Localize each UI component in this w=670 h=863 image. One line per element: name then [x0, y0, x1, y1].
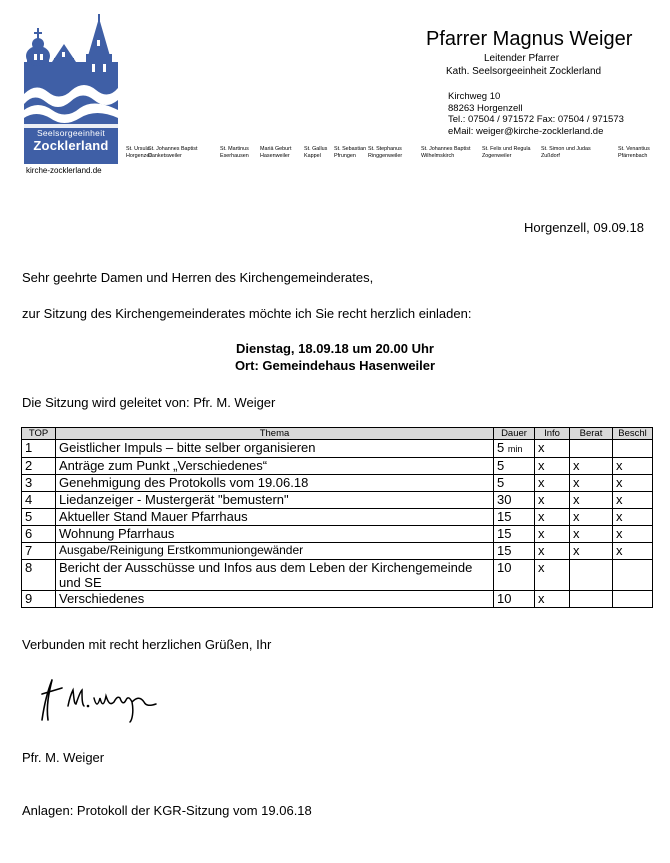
agenda-row — [22, 591, 653, 608]
agenda-duration-value: 10 — [497, 560, 512, 575]
agenda-duration — [494, 543, 535, 560]
parish-village: Danketsweiler — [148, 153, 182, 159]
parish-village: Kappel — [304, 153, 321, 159]
signer-name: Pfr. M. Weiger — [22, 750, 105, 765]
agenda-berat-mark: x — [570, 509, 613, 526]
meeting-place: Ort: Gemeindehaus Hasenweiler — [234, 358, 436, 373]
agenda-beschl-mark: x — [613, 475, 653, 492]
agenda-row — [22, 492, 653, 509]
logo-url: kirche-zocklerland.de — [26, 166, 102, 175]
parish-village: Wilhelmskirch — [421, 153, 455, 159]
address-city: 88263 Horgenzell — [448, 103, 523, 114]
agenda-berat-mark: x — [570, 475, 613, 492]
parish-church: St. Johannes Baptist — [148, 146, 198, 152]
pastor-role: Leitender Pfarrer — [484, 53, 560, 64]
pastor-name: Pfarrer Magnus Weiger — [426, 28, 633, 50]
agenda-row — [22, 526, 653, 543]
agenda-beschl-mark: x — [613, 526, 653, 543]
agenda-beschl-mark: x — [613, 492, 653, 509]
agenda-top-number: 5 — [22, 509, 56, 526]
agenda-duration-value: 15 — [497, 543, 512, 558]
address-street: Kirchweg 10 — [448, 91, 501, 102]
pastor-unit: Kath. Seelsorgeeinheit Zocklerland — [446, 66, 602, 77]
agenda-info-mark: x — [535, 440, 570, 458]
parish-item — [618, 146, 650, 160]
parish-village: Ringgenweiler — [368, 153, 403, 159]
address-phone: Tel.: 07504 / 971572 Fax: 07504 / 971573 — [448, 114, 624, 125]
parish-village: Zogenweiler — [482, 153, 512, 159]
parish-church: St. Stephanus — [368, 146, 402, 152]
salutation: Sehr geehrte Damen und Herren des Kirchengemeinderates, — [22, 270, 374, 285]
parish-church: St. Martinus — [220, 146, 249, 152]
parish-item — [220, 146, 249, 160]
header-top: TOP — [22, 428, 56, 440]
parish-item — [260, 146, 291, 160]
agenda-berat-mark — [570, 591, 613, 608]
parish-item — [334, 146, 366, 160]
agenda-topic: Aktueller Stand Mauer Pfarrhaus — [56, 509, 494, 526]
agenda-topic: Geistlicher Impuls – bitte selber organisieren — [56, 440, 494, 458]
agenda-row — [22, 543, 653, 560]
header-beschl: Beschl — [613, 428, 653, 440]
agenda-berat-mark: x — [570, 492, 613, 509]
handwritten-signature — [36, 676, 166, 724]
parish-list — [126, 146, 656, 168]
parish-church: St. Felix und Regula — [482, 146, 531, 152]
agenda-row — [22, 458, 653, 475]
parish-village: Hasenweiler — [260, 153, 290, 159]
agenda-duration — [494, 492, 535, 509]
agenda-header-row — [22, 428, 653, 440]
agenda-duration — [494, 509, 535, 526]
agenda-info-mark: x — [535, 591, 570, 608]
agenda-duration-value: 15 — [497, 509, 512, 524]
agenda-topic: Ausgabe/Reinigung Erstkommuniongewänder — [56, 543, 494, 560]
agenda-beschl-mark — [613, 440, 653, 458]
agenda-row — [22, 560, 653, 591]
agenda-top-number: 6 — [22, 526, 56, 543]
parish-item — [304, 146, 327, 160]
agenda-topic: Wohnung Pfarrhaus — [56, 526, 494, 543]
logo-text-line2: Zocklerland — [33, 138, 109, 153]
closing-text: Verbunden mit recht herzlichen Grüßen, Ihr — [22, 637, 272, 652]
letter-date: Horgenzell, 09.09.18 — [524, 220, 644, 235]
agenda-duration-unit: min — [507, 444, 523, 454]
agenda-beschl-mark — [613, 560, 653, 591]
agenda-duration-value: 30 — [497, 492, 512, 507]
parish-village: Pfärrenbach — [618, 153, 648, 159]
parish-village: Zußdorf — [541, 153, 560, 159]
invitation-text: zur Sitzung des Kirchengemeinderates möchte ich Sie recht herzlich einladen: — [22, 306, 472, 321]
agenda-duration — [494, 591, 535, 608]
address-email: eMail: weiger@kirche-zocklerland.de — [448, 126, 604, 137]
agenda-duration — [494, 458, 535, 475]
agenda-duration — [494, 440, 535, 458]
agenda-row — [22, 509, 653, 526]
agenda-info-mark: x — [535, 560, 570, 591]
meeting-chair: Die Sitzung wird geleitet von: Pfr. M. Weiger — [22, 395, 276, 410]
agenda-duration-value: 5 — [497, 458, 505, 473]
agenda-duration-value: 5 — [497, 475, 505, 490]
agenda-beschl-mark: x — [613, 458, 653, 475]
logo-text-line1: Seelsorgeeinheit — [36, 128, 106, 138]
agenda-info-mark: x — [535, 526, 570, 543]
agenda-duration-value: 5 — [497, 440, 505, 455]
parish-item — [421, 146, 470, 160]
agenda-top-number: 1 — [22, 440, 56, 458]
header-thema: Thema — [56, 428, 494, 440]
parish-item — [541, 146, 591, 160]
header-info: Info — [535, 428, 570, 440]
agenda-beschl-mark — [613, 591, 653, 608]
parish-village: Horgenzell — [126, 153, 152, 159]
attachments: Anlagen: Protokoll der KGR-Sitzung vom 19.06.18 — [22, 803, 312, 818]
agenda-row — [22, 475, 653, 492]
parish-item — [368, 146, 402, 160]
agenda-berat-mark — [570, 560, 613, 591]
parish-church: St. Gallus — [304, 146, 328, 152]
agenda-duration-value: 15 — [497, 526, 512, 541]
agenda-duration — [494, 475, 535, 492]
meeting-datetime: Dienstag, 18.09.18 um 20.00 Uhr — [236, 341, 434, 356]
agenda-top-number: 7 — [22, 543, 56, 560]
agenda-beschl-mark: x — [613, 543, 653, 560]
agenda-info-mark: x — [535, 458, 570, 475]
agenda-berat-mark: x — [570, 543, 613, 560]
parish-church: St. Sebastian — [334, 146, 367, 152]
agenda-row — [22, 440, 653, 458]
agenda-info-mark: x — [535, 509, 570, 526]
agenda-info-mark: x — [535, 543, 570, 560]
agenda-top-number: 8 — [22, 560, 56, 591]
agenda-topic: Genehmigung des Protokolls vom 19.06.18 — [56, 475, 494, 492]
parish-church: St. Ursula — [126, 146, 150, 152]
parish-village: Pfrungen — [334, 153, 356, 159]
agenda-topic: Bericht der Ausschüsse und Infos aus dem Leben der Kirchengemeinde und SE — [56, 560, 494, 591]
agenda-duration-value: 10 — [497, 591, 512, 606]
agenda-top-number: 9 — [22, 591, 56, 608]
agenda-berat-mark: x — [570, 458, 613, 475]
agenda-topic: Liedanzeiger - Mustergerät "bemustern" — [56, 492, 494, 509]
agenda-duration — [494, 560, 535, 591]
parish-item — [482, 146, 531, 160]
agenda-duration — [494, 526, 535, 543]
agenda-beschl-mark: x — [613, 509, 653, 526]
agenda-berat-mark — [570, 440, 613, 458]
parish-church: St. Venantius — [618, 146, 650, 152]
parish-item — [148, 146, 197, 160]
parish-village: Eserhausen — [220, 153, 249, 159]
agenda-table — [21, 427, 653, 608]
parish-church: St. Johannes Baptist — [421, 146, 471, 152]
agenda-top-number: 4 — [22, 492, 56, 509]
parish-church: Mariä Geburt — [260, 146, 292, 152]
header-dauer: Dauer — [494, 428, 535, 440]
agenda-berat-mark: x — [570, 526, 613, 543]
header-berat: Berat — [570, 428, 613, 440]
agenda-topic: Anträge zum Punkt „Verschiedenes“ — [56, 458, 494, 475]
agenda-info-mark: x — [535, 475, 570, 492]
agenda-top-number: 2 — [22, 458, 56, 475]
parish-church: St. Simon und Judas — [541, 146, 591, 152]
agenda-info-mark: x — [535, 492, 570, 509]
agenda-top-number: 3 — [22, 475, 56, 492]
agenda-topic: Verschiedenes — [56, 591, 494, 608]
